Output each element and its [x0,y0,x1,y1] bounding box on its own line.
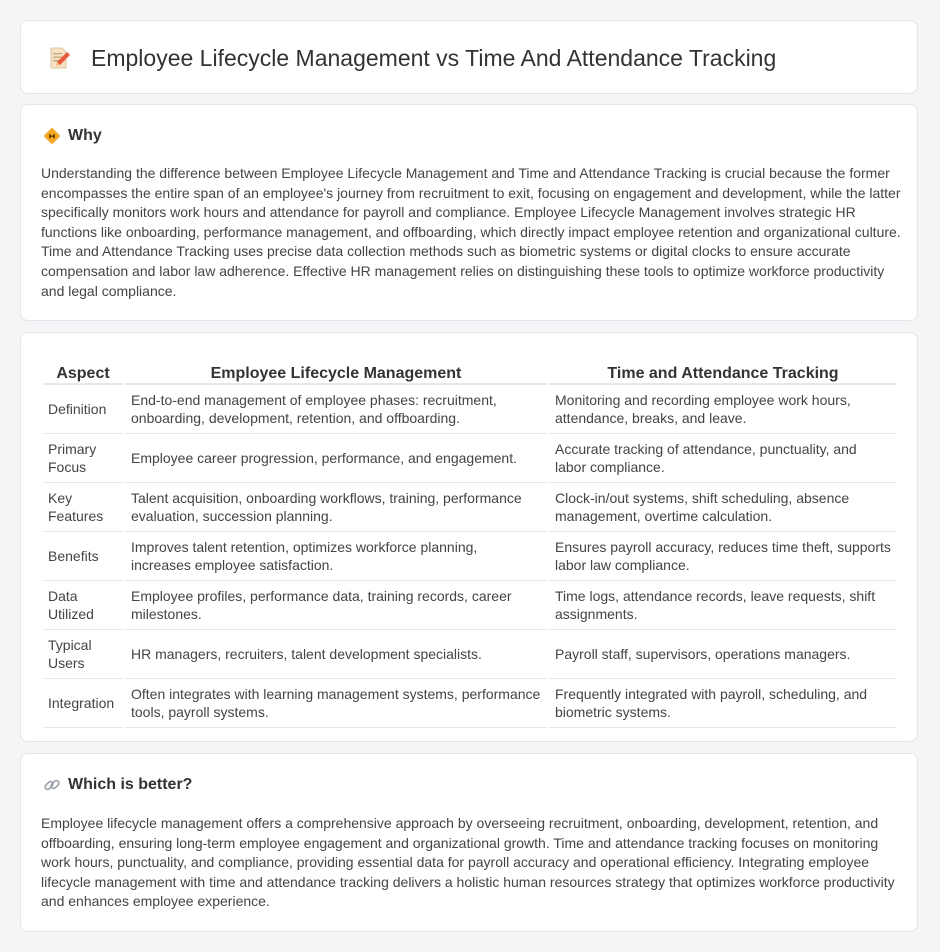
link-icon [43,776,61,794]
row-tat: Clock-in/out systems, shift scheduling, absence management, overtime calculation. [549,483,897,532]
row-elm: Improves talent retention, optimizes workforce planning, increases employee satisfaction. [125,532,547,581]
row-elm: End-to-end management of employee phases: recruitment, onboarding, development, retention, and offboarding. [125,385,547,434]
better-title: Which is better? [68,776,193,793]
better-card [20,753,918,932]
row-elm: HR managers, recruiters, talent development specialists. [125,630,547,679]
row-tat: Monitoring and recording employee work hours, attendance, breaks, and leave. [549,385,897,434]
comparison-card [20,332,918,742]
row-tat: Accurate tracking of attendance, punctuality, and labor compliance. [549,434,897,483]
row-aspect: Integration [43,679,123,728]
row-elm: Employee profiles, performance data, training records, career milestones. [125,581,547,630]
better-heading [43,776,192,794]
row-aspect: Benefits [43,532,123,581]
row-aspect: Key Features [43,483,123,532]
row-elm: Employee career progression, performance, and engagement. [125,434,547,483]
row-tat: Payroll staff, supervisors, operations managers. [549,630,897,679]
row-aspect: Typical Users [43,630,123,679]
better-paragraph: Employee lifecycle management offers a comprehensive approach by overseeing recruitment, onboarding, development, retention, and offboarding, ensuring long-term employee engagement and organizational growth. Time and attendance tracking focuses on monitoring work hours, punctuality, and compliance, providing essential data for payroll accuracy and operational efficiency. Integrating employee lifecycle management with time and attendance tracking delivers a holistic human resources strategy that optimizes workforce productivity and enhances employee experience. [41,815,895,910]
table-row [43,630,897,679]
row-elm: Often integrates with learning management systems, performance tools, payroll systems. [125,679,547,728]
header-tat: Time and Attendance Tracking [549,351,897,385]
row-tat: Frequently integrated with payroll, scheduling, and biometric systems. [549,679,897,728]
row-aspect: Data Utilized [43,581,123,630]
row-elm: Talent acquisition, onboarding workflows, training, performance evaluation, succession planning. [125,483,547,532]
title-row [47,21,776,95]
row-tat: Time logs, attendance records, leave requests, shift assignments. [549,581,897,630]
table-row [43,532,897,581]
document-pencil-icon [47,46,71,70]
table-row [43,483,897,532]
comparison-table [41,351,899,728]
why-card [20,104,918,321]
header-aspect: Aspect [43,351,123,385]
why-heading [43,127,102,145]
diamond-sign-icon [43,127,61,145]
row-aspect: Definition [43,385,123,434]
why-paragraph: Understanding the difference between Employee Lifecycle Management and Time and Attendance Tracking is crucial because the former encompasses the entire span of an employee's journey from recruitment to exit, focusing on engagement and development, while the latter specifically monitors work hours and attendance for payroll and compliance. Employee Lifecycle Management involves strategic HR functions like onboarding, performance management, and offboarding, which directly impact employee retention and organizational culture. Time and Attendance Tracking uses precise data collection methods such as biometric systems or digital clocks to ensure accurate compensation and labor law adherence. Effective HR management relies on distinguishing these tools to optimize workforce productivity and legal compliance. [41,165,901,299]
table-row [43,434,897,483]
table-header-row [43,351,897,385]
row-aspect: Primary Focus [43,434,123,483]
page-title: Employee Lifecycle Management vs Time And Attendance Tracking [91,44,777,71]
table-row [43,679,897,728]
row-tat: Ensures payroll accuracy, reduces time theft, supports labor law compliance. [549,532,897,581]
why-title: Why [68,127,102,144]
table-row [43,385,897,434]
table-row [43,581,897,630]
title-card [20,20,918,94]
header-elm: Employee Lifecycle Management [125,351,547,385]
